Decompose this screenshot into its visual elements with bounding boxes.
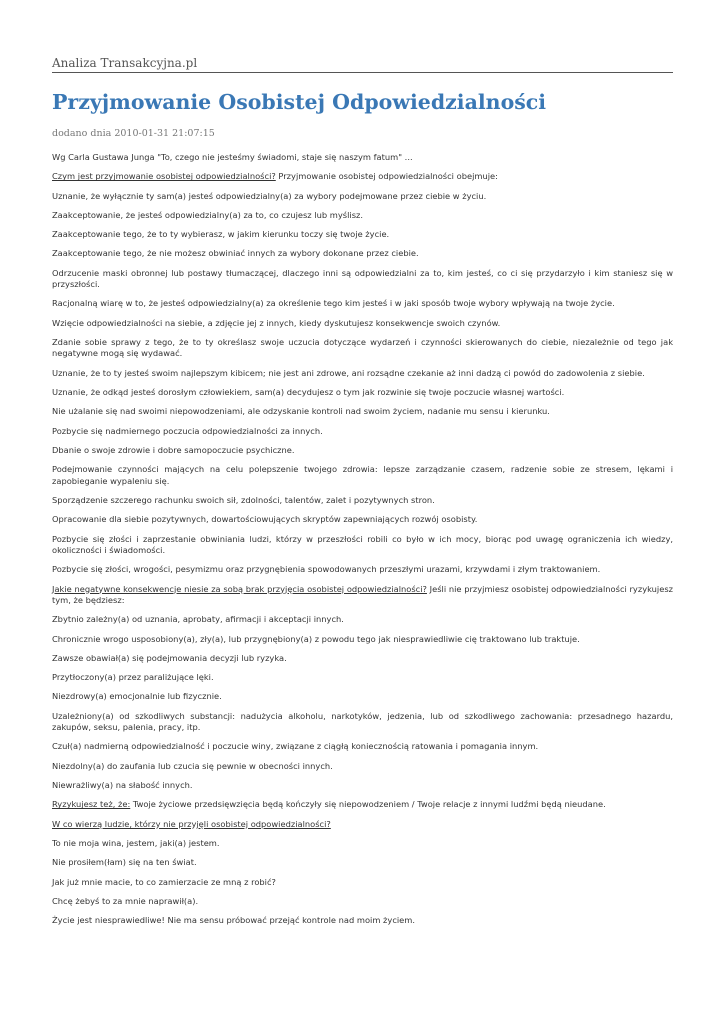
paragraph <box>52 672 673 683</box>
paragraph-text: To nie moja wina, jestem, jaki(a) jestem. <box>52 837 220 848</box>
paragraph-text: Uznanie, że odkąd jesteś dorosłym człowiekiem, sam(a) decydujesz o tym jak rozwinie się twoje poczucie własnej wartości. <box>52 387 565 398</box>
paragraph-text: Odrzucenie maski obronnej lub postawy tłumaczącej, dlaczego inni są odpowiedzialni za to, kim jesteś, co ci się przydarzyło i kim staniesz się w przyszłości. <box>52 267 673 290</box>
paragraph <box>52 534 673 557</box>
paragraph-text: Pozbycie się nadmiernego poczucia odpowiedzialności za innych. <box>52 425 323 436</box>
paragraph-text: Opracowanie dla siebie pozytywnych, dowartościowujących skryptów zapewniających rozwój osobisty. <box>52 514 478 525</box>
paragraph-text: Uznanie, że to ty jesteś swoim najlepszym kibicem; nie jest ani zdrowe, ani rozsądne czekanie aż inni dadzą ci powód do zadowolenia z siebie. <box>52 367 645 378</box>
underlined-lead: Ryzykujesz też, że: <box>52 799 131 810</box>
paragraph-text: Zaakceptowanie, że jesteś odpowiedzialny(a) za to, co czujesz lub myślisz. <box>52 209 364 220</box>
paragraph <box>52 387 673 398</box>
paragraph-text: Nie prosiłem(łam) się na ten świat. <box>52 857 197 868</box>
paragraph-text: Pozbycie się złości, wrogości, pesymizmu oraz przygnębienia spowodowanych przeszłymi urazami, krzywdami i złym traktowaniem. <box>52 564 601 575</box>
paragraph <box>52 514 673 525</box>
page <box>52 0 673 934</box>
paragraph <box>52 464 673 487</box>
paragraph <box>52 248 673 259</box>
site-name: Analiza Transakcyjna.pl <box>52 56 198 70</box>
paragraph <box>52 406 673 417</box>
article-body <box>52 152 673 927</box>
paragraph <box>52 584 673 607</box>
paragraph <box>52 445 673 456</box>
paragraph-text: Jeśli nie przyjmiesz osobistej odpowiedzialności ryzykujesz tym, że będziesz: <box>52 583 673 605</box>
paragraph <box>52 337 673 360</box>
paragraph-text: Wzięcie odpowiedzialności na siebie, a zdjęcie jej z innych, kiedy dyskutujesz konsekwencje swoich czynów. <box>52 317 501 328</box>
paragraph-text: Zaakceptowanie tego, że to ty wybierasz, w jakim kierunku toczy się twoje życie. <box>52 229 390 240</box>
paragraph-text: Życie jest niesprawiedliwe! Nie ma sensu próbować przejąć kontrole nad moim życiem. <box>52 915 416 926</box>
paragraph-text: Niezdrowy(a) emocjonalnie lub fizycznie. <box>52 691 222 702</box>
underlined-lead: Czym jest przyjmowanie osobistej odpowiedzialności? <box>52 171 276 182</box>
paragraph <box>52 819 673 830</box>
paragraph <box>52 564 673 575</box>
paragraph <box>52 495 673 506</box>
paragraph-text: Pozbycie się złości i zaprzestanie obwiniania ludzi, którzy w przeszłości robili co było w ich mocy, biorąc pod uwagę ograniczenia ich wiedzy, okoliczności i świadomości. <box>52 533 673 555</box>
underlined-lead: Jakie negatywne konsekwencje niesie za sobą brak przyjęcia osobistej odpowiedzialności? <box>52 583 427 594</box>
paragraph <box>52 191 673 202</box>
paragraph <box>52 268 673 291</box>
paragraph <box>52 653 673 664</box>
paragraph <box>52 780 673 791</box>
paragraph <box>52 614 673 625</box>
paragraph-text: Chronicznie wrogo usposobiony(a), zły(a), lub przygnębiony(a) z powodu tego jak niesprawiedliwie cię traktowano lub traktuje. <box>52 633 580 644</box>
paragraph <box>52 838 673 849</box>
paragraph <box>52 761 673 772</box>
paragraph-text: Sporządzenie szczerego rachunku swoich sił, zdolności, talentów, zalet i pozytywnych stron. <box>52 494 435 505</box>
paragraph-text: Niezdolny(a) do zaufania lub czucia się pewnie w obecności innych. <box>52 760 333 771</box>
paragraph-text: Zdanie sobie sprawy z tego, że to ty określasz swoje uczucia dotyczące wydarzeń i czynności skierowanych do ciebie, niezależnie od tego jak negatywne mogą się wydawać. <box>52 337 673 359</box>
article-date: dodano dnia 2010-01-31 21:07:15 <box>52 128 215 139</box>
paragraph <box>52 152 673 163</box>
underlined-lead: W co wierzą ludzie, którzy nie przyjęli osobistej odpowiedzialności? <box>52 818 331 829</box>
paragraph <box>52 210 673 221</box>
article-title: Przyjmowanie Osobistej Odpowiedzialności <box>52 90 547 114</box>
paragraph <box>52 171 673 182</box>
paragraph <box>52 857 673 868</box>
paragraph-text: Twoje życiowe przedsięwzięcia będą kończyły się niepowodzeniem / Twoje relacje z innymi ludźmi będą nieudane. <box>130 799 606 810</box>
paragraph-text: Uzależniony(a) od szkodliwych substancji: nadużycia alkoholu, narkotyków, jedzenia, lub od szkodliwego zachowania: przesadnego hazardu, zakupów, seksu, palenia, pracy, itp. <box>52 710 673 733</box>
paragraph-text: Przytłoczony(a) przez paraliżujące lęki. <box>52 672 214 683</box>
paragraph <box>52 896 673 907</box>
paragraph <box>52 741 673 752</box>
paragraph-text: Chcę żebyś to za mnie naprawił(a). <box>52 895 199 906</box>
site-header <box>52 56 673 73</box>
paragraph-text: Zawsze obawiał(a) się podejmowania decyzji lub ryzyka. <box>52 652 287 663</box>
paragraph <box>52 711 673 734</box>
paragraph <box>52 318 673 329</box>
paragraph <box>52 915 673 926</box>
paragraph-text: Dbanie o swoje zdrowie i dobre samopoczucie psychiczne. <box>52 444 295 455</box>
paragraph <box>52 229 673 240</box>
paragraph <box>52 426 673 437</box>
paragraph-text: Zaakceptowanie tego, że nie możesz obwiniać innych za wybory dokonane przez ciebie. <box>52 248 419 259</box>
paragraph <box>52 691 673 702</box>
paragraph-text: Niewrażliwy(a) na słabość innych. <box>52 780 193 791</box>
paragraph <box>52 877 673 888</box>
paragraph-text: Czuł(a) nadmierną odpowiedzialność i poczucie winy, związane z ciągłą koniecznością ratowania i pomagania innym. <box>52 741 539 752</box>
paragraph-text: Wg Carla Gustawa Junga "To, czego nie jesteśmy świadomi, staje się naszym fatum" ... <box>52 152 413 162</box>
paragraph-text: Przyjmowanie osobistej odpowiedzialności obejmuje: <box>275 171 498 182</box>
paragraph-text: Racjonalną wiarę w to, że jesteś odpowiedzialny(a) za określenie tego kim jesteś i w jaki sposób twoje wybory wpływają na twoje życie. <box>52 298 615 309</box>
paragraph <box>52 298 673 309</box>
paragraph-text: Jak już mnie macie, to co zamierzacie ze mną z robić? <box>52 876 276 887</box>
paragraph <box>52 368 673 379</box>
paragraph-text: Uznanie, że wyłącznie ty sam(a) jesteś odpowiedzialny(a) za wybory podejmowane przez ciebie w życiu. <box>52 190 487 201</box>
paragraph-text: Nie użalanie się nad swoimi niepowodzeniami, ale odzyskanie kontroli nad swoim życiem, nadanie mu sensu i kierunku. <box>52 406 550 417</box>
paragraph <box>52 799 673 810</box>
paragraph-text: Zbytnio zależny(a) od uznania, aprobaty, afirmacji i akceptacji innych. <box>52 614 344 625</box>
paragraph-text: Podejmowanie czynności mających na celu polepszenie twojego zdrowia: lepsze zarządzanie czasem, radzenie sobie ze stresem, lękami i zapobieganie wypaleniu się. <box>52 464 673 486</box>
paragraph <box>52 634 673 645</box>
